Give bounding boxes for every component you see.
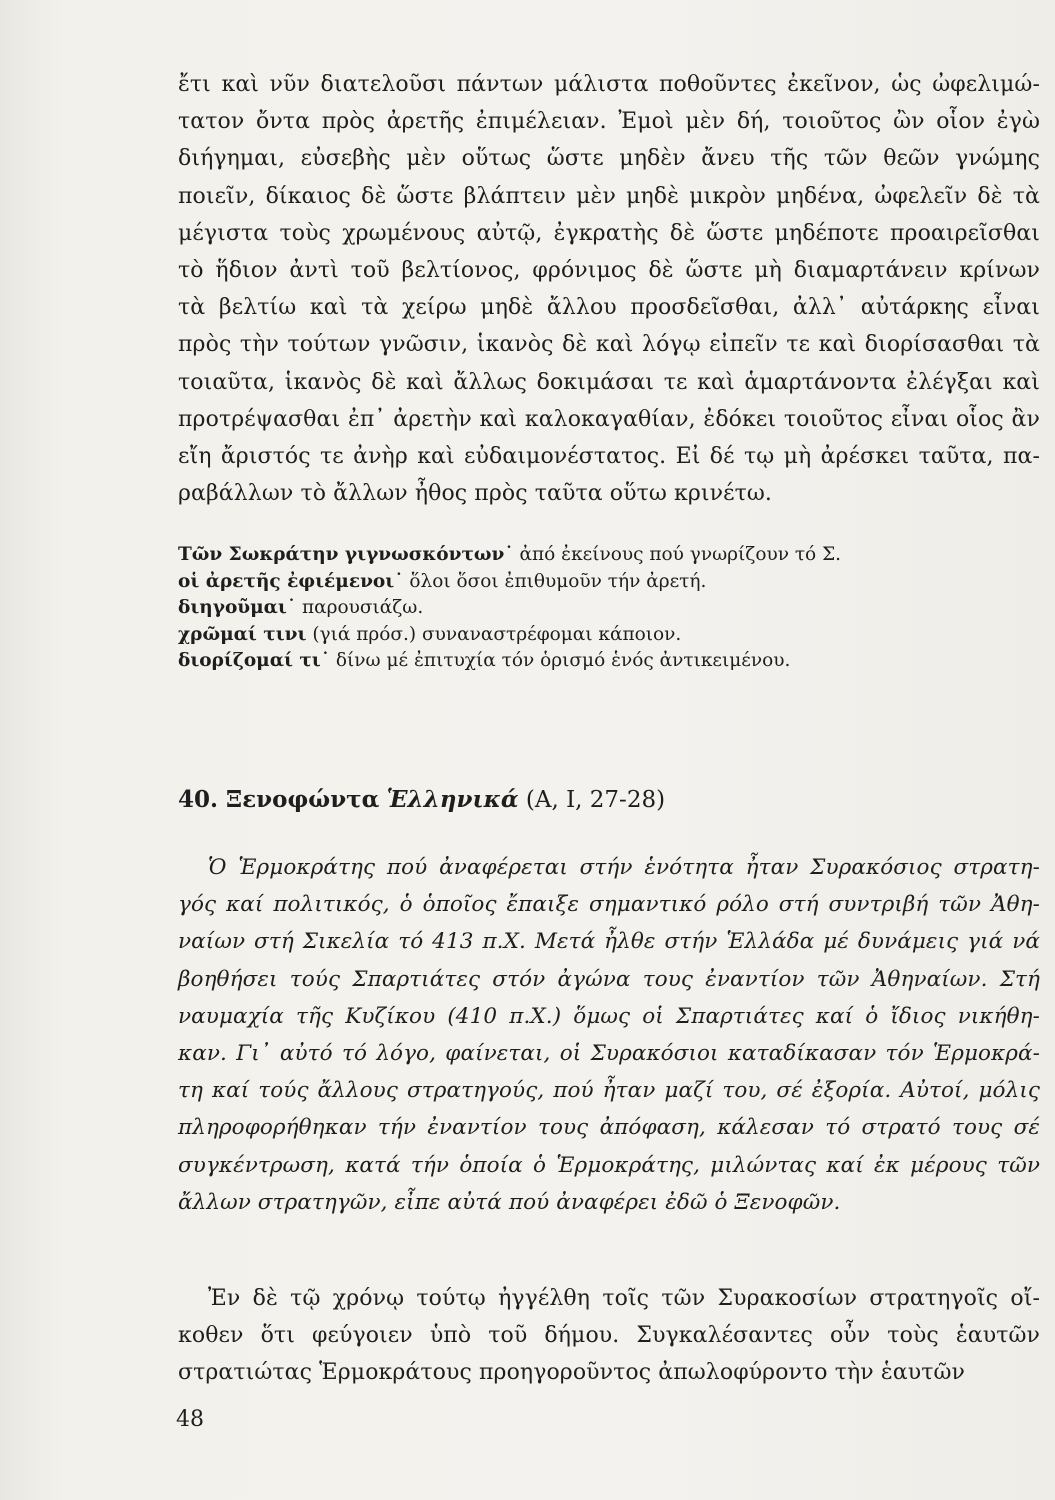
text-line: τη καί τούς ἄλλους στρατηγούς, πού ἦταν μαζί του, σέ ἐξορία. Αὐτοί, μόλις [178, 1078, 1040, 1104]
text-line: Ἐν δὲ τῷ χρόνῳ τούτῳ ἠγγέλθη τοῖς τῶν Συρακοσίων στρατηγοῖς οἴ- [208, 1286, 1040, 1311]
text-line: πληροφορήθηκαν τήν ἐναντίον τους ἀπόφαση, κάλεσαν τό στρατό τους σέ [178, 1115, 1040, 1141]
text-line: μέγιστα τοὺς χρωμένους αὐτῷ, ἐγκρατὴς δὲ ὥστε μηδέποτε προαιρεῖσθαι [178, 220, 1040, 246]
text-line: τατον ὄντα πρὸς ἀρετῆς ἐπιμέλειαν. Ἐμοὶ μὲν δή, τοιοῦτος ὢν οἷον ἐγὼ [178, 109, 1040, 135]
text-line: ναυμαχία τῆς Κυζίκου (410 π.Χ.) ὅμως οἱ Σπαρτιάτες καί ὁ ἴδιος νικήθη- [178, 1003, 1040, 1029]
text-line: ἔτι καὶ νῦν διατελοῦσι πάντων μάλιστα ποθοῦντες ἐκεῖνον, ὡς ὠφελιμώ- [178, 72, 1040, 97]
glossary-term: διηγοῦμαι˙ [178, 597, 297, 618]
glossary-entry [178, 542, 1040, 569]
text-line: ποιεῖν, δίκαιος δὲ ὥστε βλάπτειν μὲν μηδὲ μικρὸν μηδένα, ὠφελεῖν δὲ τὰ [178, 183, 1040, 209]
greek-text-paragraph [178, 66, 1040, 512]
text-line: τὰ βελτίω καὶ τὰ χείρω μηδὲ ἄλλου προσδεῖσθαι, ἀλλ᾽ αὐτάρκης εἶναι [178, 295, 1040, 321]
text-line: τοιαῦτα, ἱκανὸς δὲ καὶ ἄλλως δοκιμάσαι τε καὶ ἁμαρτάνοντα ἐλέγξαι καὶ [178, 369, 1040, 395]
text-line: βοηθήσει τούς Σπαρτιάτες στόν ἀγώνα τους ἐναντίον τῶν Ἀθηναίων. Στή [178, 966, 1040, 992]
text-line: ἄλλων στρατηγῶν, εἶπε αὐτά πού ἀναφέρει ἐδῶ ὁ Ξενοφῶν. [178, 1189, 841, 1215]
glossary-definition: (γιά πρόσ.) συναναστρέφομαι κάποιον. [306, 623, 682, 645]
glossary-term: Τῶν Σωκράτην γιγνωσκόντων˙ [178, 544, 514, 565]
glossary-definition: παρουσιάζω. [296, 597, 424, 618]
glossary-definition: ὅλοι ὅσοι ἐπιθυμοῦν τήν ἀρετή. [403, 570, 707, 592]
page-number: 48 [176, 1407, 204, 1432]
glossary-entry [178, 569, 1040, 596]
glossary-term: οἱ ἀρετῆς ἐφιέμενοι˙ [178, 570, 404, 592]
text-line: Ὁ Ἑρμοκράτης πού ἀναφέρεται στήν ἑνότητα ἦταν Συρακόσιος στρατη- [208, 855, 1040, 880]
glossary-entry [178, 595, 1040, 622]
glossary-entry [178, 622, 1040, 649]
text-line: πρὸς τὴν τούτων γνῶσιν, ἱκανὸς δὲ καὶ λόγῳ εἰπεῖν τε καὶ διορίσασθαι τὰ [178, 332, 1040, 358]
text-line: συγκέντρωση, κατά τήν ὁποία ὁ Ἑρμοκράτης, μιλώντας καί ἐκ μέρους τῶν [178, 1152, 1040, 1178]
text-line: διήγημαι, εὐσεβὴς μὲν οὕτως ὥστε μηδὲν ἄνευ τῆς τῶν θεῶν γνώμης [178, 146, 1040, 172]
text-line: εἴη ἄριστός τε ἀνὴρ καὶ εὐδαιμονέστατος. Εἰ δέ τῳ μὴ ἀρέσκει ταῦτα, πα- [178, 443, 1040, 469]
section-reference: (Α, Ι, 27-28) [525, 787, 666, 813]
text-line: προτρέψασθαι ἐπ᾽ ἀρετὴν καὶ καλοκαγαθίαν, ἐδόκει τοιοῦτος εἶναι οἷος ἂν [178, 406, 1040, 432]
glossary-definition: δίνω μέ ἐπιτυχία τόν ὁρισμό ἑνός ἀντικειμένου. [330, 650, 791, 671]
text-line: καν. Γι᾽ αὐτό τό λόγο, φαίνεται, οἱ Συρακόσιοι καταδίκασαν τόν Ἑρμοκρά- [178, 1040, 1040, 1066]
glossary-term: διορίζομαί τι˙ [178, 650, 331, 671]
text-line: τὸ ἥδιον ἀντὶ τοῦ βελτίονος, φρόνιμος δὲ ὥστε μὴ διαμαρτάνειν κρίνων [178, 257, 1040, 283]
introduction-paragraph [178, 849, 1040, 1221]
text-line: στρατιώτας Ἑρμοκράτους προηγοροῦντος ἀπωλοφύροντο τὴν ἑαυτῶν [178, 1360, 965, 1386]
text-line: ραβάλλων τὸ ἄλλων ἦθος πρὸς ταῦτα οὕτω κρινέτω. [178, 481, 772, 507]
glossary-definition: ἀπό ἐκείνους πού γνωρίζουν τό Σ. [513, 544, 842, 565]
text-line: ναίων στή Σικελία τό 413 π.Χ. Μετά ἦλθε στήν Ἑλλάδα μέ δυνάμεις γιά νά [178, 929, 1040, 955]
text-line: κοθεν ὅτι φεύγοιεν ὑπὸ τοῦ δήμου. Συγκαλέσαντες οὖν τοὺς ἑαυτῶν [178, 1323, 1040, 1349]
glossary-term: χρῶμαί τινι [178, 623, 307, 645]
section-number-author: 40. Ξενοφώντα [178, 786, 380, 813]
section-heading [178, 786, 1040, 813]
glossary [178, 542, 1040, 675]
text-line: γός καί πολιτικός, ὁ ὁποῖος ἔπαιξε σημαντικό ρόλο στή συντριβή τῶν Ἀθη- [178, 892, 1040, 918]
section-work-title: Ἑλληνικά [386, 786, 519, 813]
glossary-entry [178, 648, 1040, 675]
greek-text-paragraph [178, 1280, 1040, 1392]
